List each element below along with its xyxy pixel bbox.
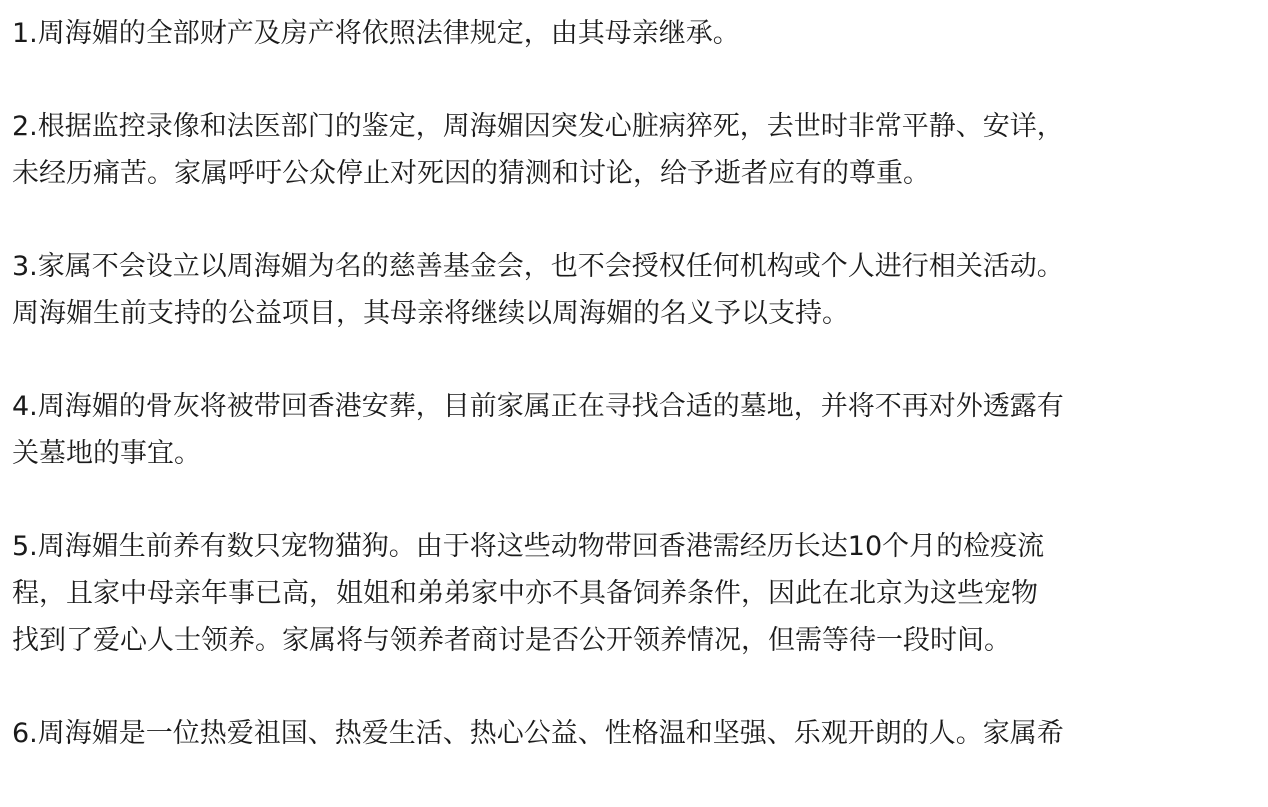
statement-document — [12, 10, 1252, 803]
paragraph-line: 5.周海媚生前养有数只宠物猫狗。由于将这些动物带回香港需经历长达10个月的检疫流 — [12, 531, 1045, 562]
paragraph-3 — [12, 243, 1252, 337]
paragraph-1 — [12, 10, 1252, 57]
paragraph-line: 关墓地的事宜。 — [12, 438, 201, 469]
paragraph-line: 3.家属不会设立以周海媚为名的慈善基金会，也不会授权任何机构或个人进行相关活动。 — [12, 251, 1064, 282]
paragraph-line: 6.周海媚是一位热爱祖国、热爱生活、热心公益、性格温和坚强、乐观开朗的人。家属希 — [12, 718, 1064, 749]
paragraph-line: 周海媚生前支持的公益项目，其母亲将继续以周海媚的名义予以支持。 — [12, 298, 849, 329]
paragraph-line: 程，且家中母亲年事已高，姐姐和弟弟家中亦不具备饲养条件，因此在北京为这些宠物 — [12, 578, 1038, 609]
paragraph-2 — [12, 103, 1252, 197]
paragraph-6 — [12, 710, 1252, 757]
paragraph-line: 1.周海媚的全部财产及房产将依照法律规定，由其母亲继承。 — [12, 18, 740, 49]
paragraph-line: 4.周海媚的骨灰将被带回香港安葬，目前家属正在寻找合适的墓地，并将不再对外透露有 — [12, 391, 1064, 422]
paragraph-5 — [12, 523, 1252, 664]
paragraph-line: 找到了爱心人士领养。家属将与领养者商讨是否公开领养情况，但需等待一段时间。 — [12, 625, 1011, 656]
paragraph-4 — [12, 383, 1252, 477]
paragraph-line: 未经历痛苦。家属呼吁公众停止对死因的猜测和讨论，给予逝者应有的尊重。 — [12, 158, 930, 189]
paragraph-line: 2.根据监控录像和法医部门的鉴定，周海媚因突发心脏病猝死，去世时非常平静、安详， — [12, 111, 1064, 142]
